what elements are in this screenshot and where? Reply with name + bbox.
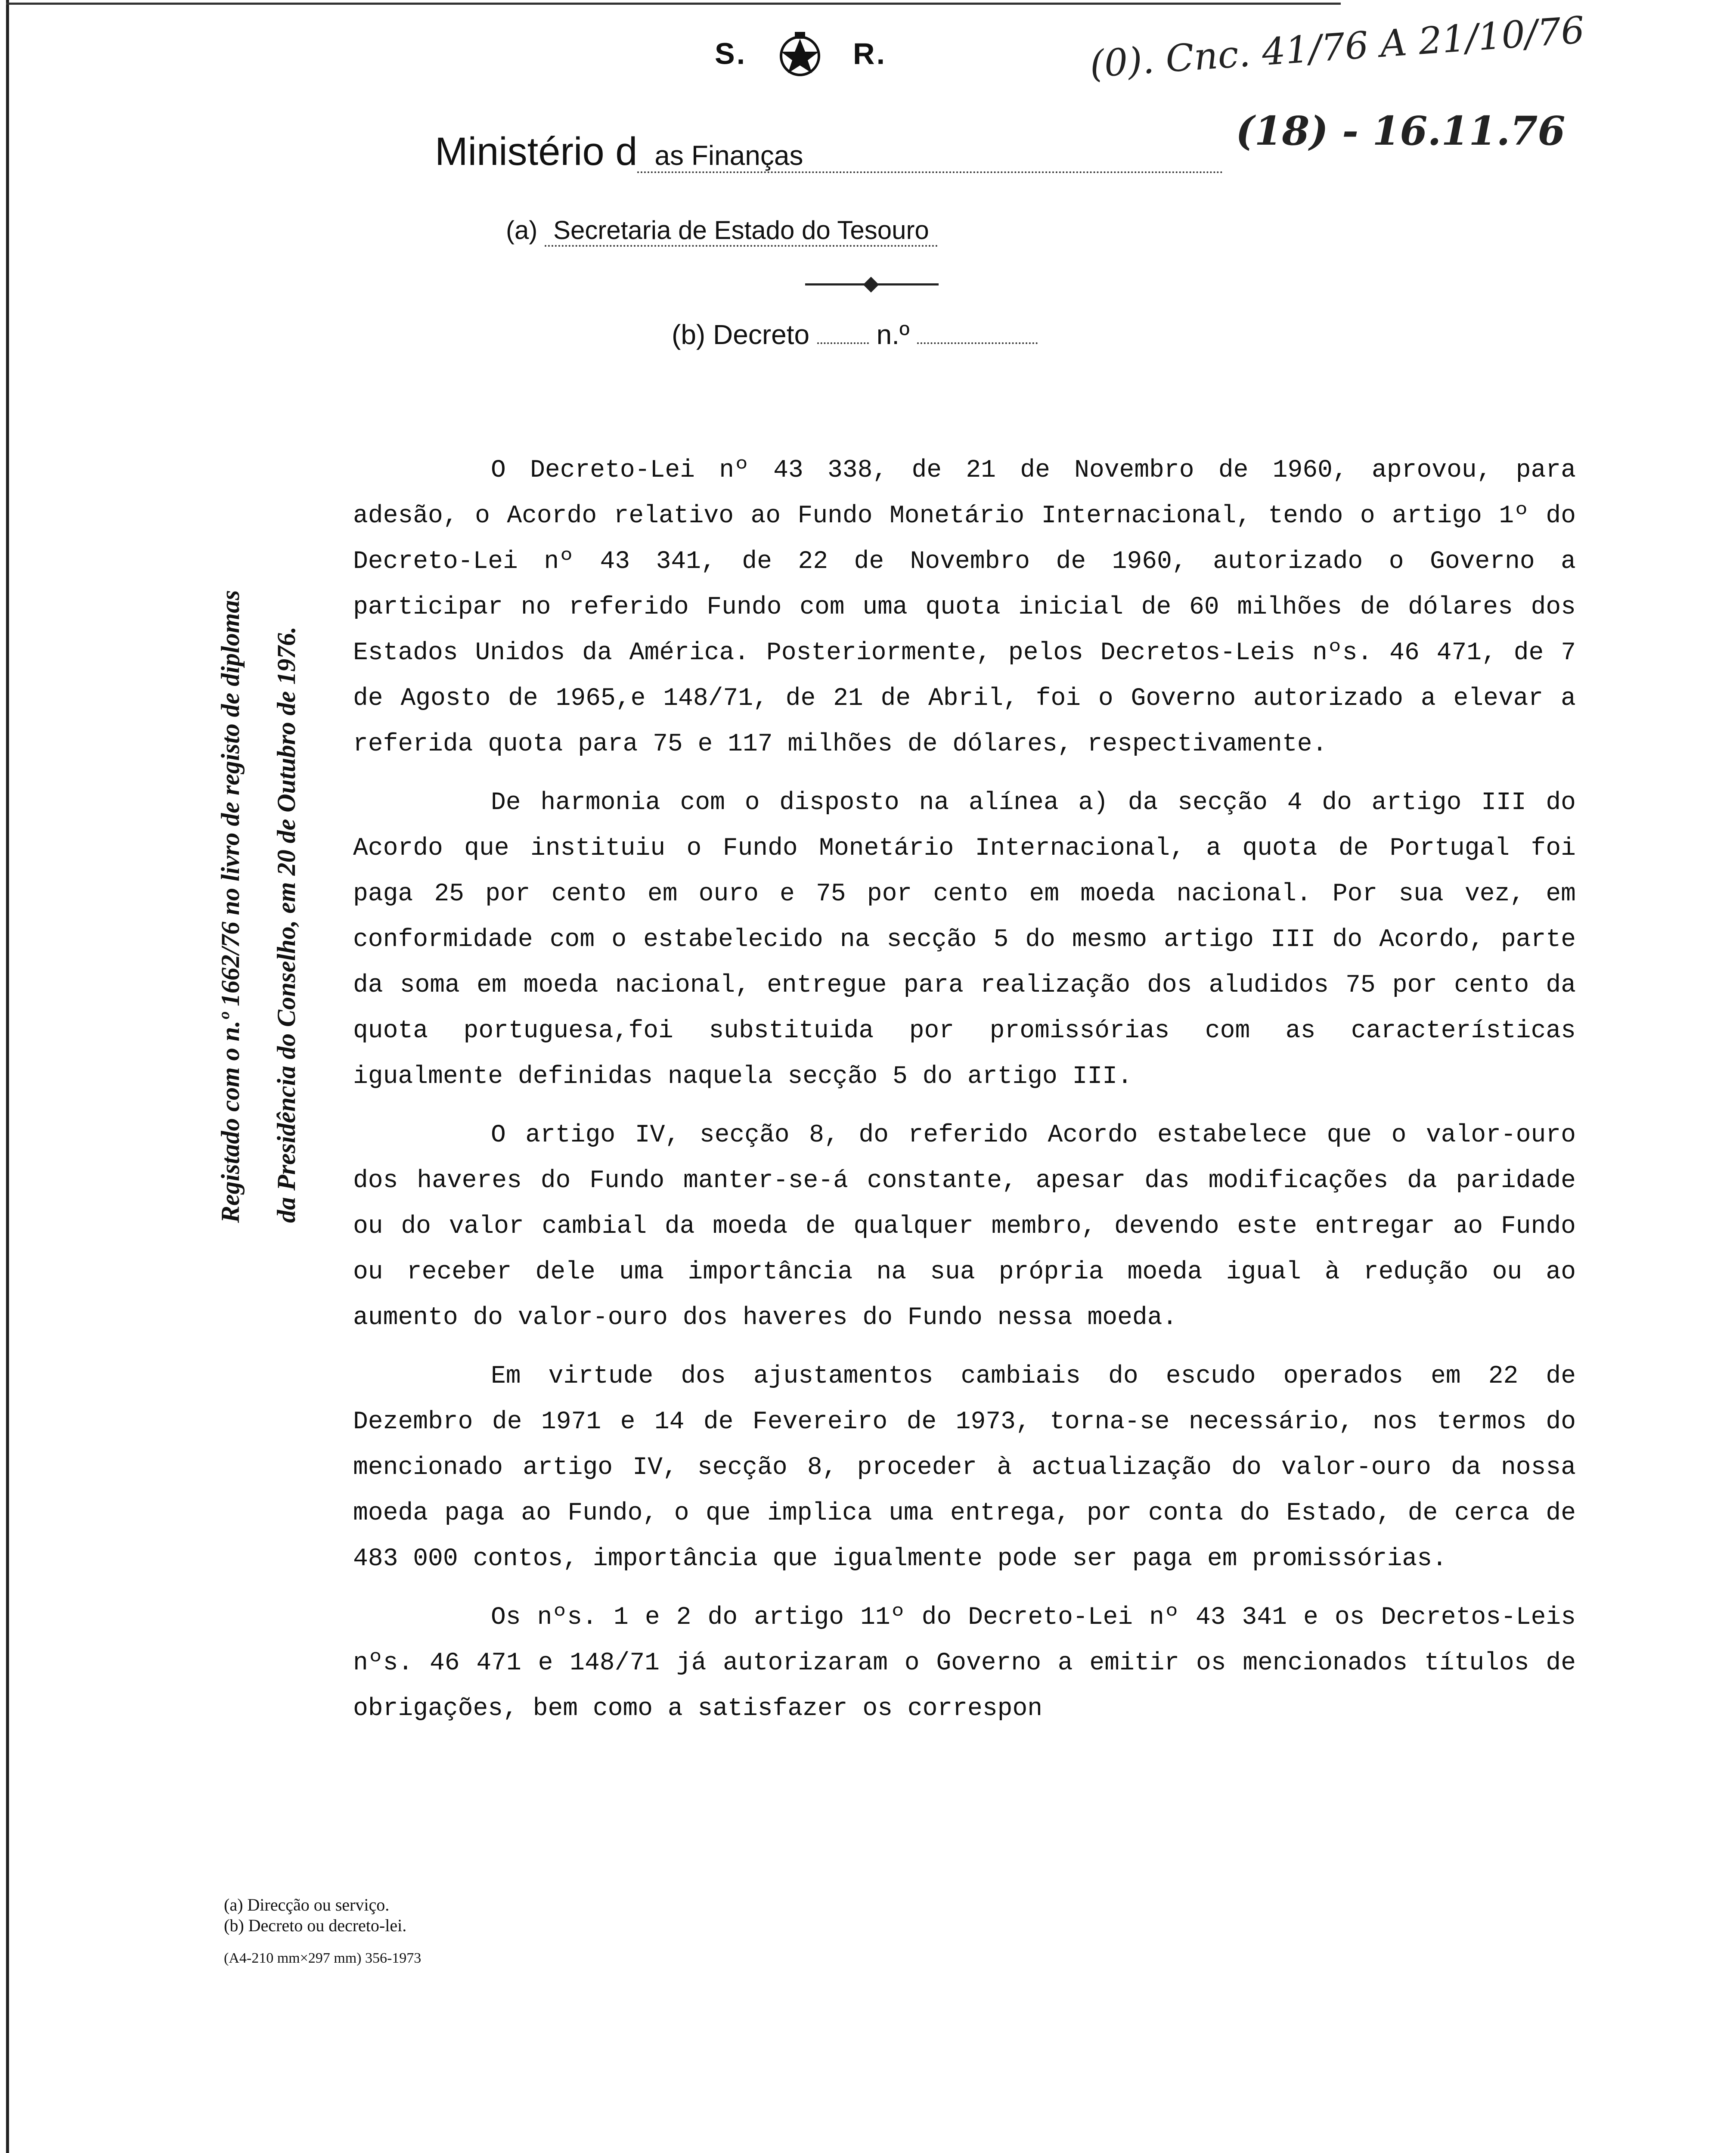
secretaria-value: Secretaria de Estado do Tesouro: [545, 215, 938, 247]
footnote-b: (b) Decreto ou decreto-lei.: [224, 1916, 407, 1935]
handwritten-stamp-date: (18) - 16.11.76: [1236, 108, 1566, 154]
paragraph-4: Em virtude dos ajustamentos cambiais do escudo operados em 22 de Dezembro de 1971 e 14 de Fevereiro de 1973, torna-se necessário, nos termos do mencionado artigo IV, secção 8, proceder à actualização do valor-ouro da nossa moeda paga ao Fundo, o que implica uma entrega, por conta do Estado, de cerca de 483 000 contos, importância que igualmente pode ser paga em promissórias.: [353, 1362, 1576, 1573]
decree-body: [353, 448, 1576, 1732]
coat-of-arms-icon: [774, 30, 826, 82]
left-margin-rule: [6, 0, 9, 2153]
registration-line-1: Registado com o n.º 1662/76 no livro de registo de diplomas: [216, 590, 245, 1223]
numero-label: n.º: [876, 319, 910, 350]
ministry-prefix: Ministério d: [435, 130, 638, 174]
paragraph-5: Os nºs. 1 e 2 do artigo 11º do Decreto-Lei nº 43 341 e os Decretos-Leis nºs. 46 471 e 148/71 já autorizaram o Governo a emitir os mencionados títulos de obrigações, bem como a satisfazer os correspon: [353, 1604, 1576, 1723]
header-r: R.: [853, 37, 887, 71]
decreto-line: [672, 319, 1038, 351]
secretaria-marker: (a): [506, 216, 538, 245]
footnote-a: (a) Direcção ou serviço.: [224, 1895, 390, 1914]
registration-line-2: da Presidência do Conselho, em 20 de Outubro de 1976.: [272, 626, 301, 1223]
ornamental-divider: [805, 283, 939, 285]
decreto-marker: (b): [672, 319, 706, 350]
republic-header: [715, 30, 887, 82]
paragraph-1: O Decreto-Lei nº 43 338, de 21 de Novembro de 1960, aprovou, para adesão, o Acordo relativo ao Fundo Monetário Internacional, tendo o artigo 1º do Decreto-Lei nº 43 341, de 22 de Novembro de 1960, autorizado o Governo a participar no referido Fundo com uma quota inicial de 60 milhões de dólares dos Estados Unidos da América. Posteriormente, pelos Decretos-Leis nºs. 46 471, de 7 de Agosto de 1965,e 148/71, de 21 de Abril, foi o Governo autorizado a elevar a referida quota para 75 e 117 milhões de dólares, respectivamente.: [353, 456, 1576, 758]
ministry-title: [435, 129, 1223, 174]
footnotes: [224, 1895, 421, 1969]
paragraph-3: O artigo IV, secção 8, do referido Acordo estabelece que o valor-ouro dos haveres do Fundo manter-se-á constante, apesar das modificações da paridade ou do valor cambial da moeda de qualquer membro, devendo este entregar ao Fundo ou receber dele uma importância na sua própria moeda igual à redução ou ao aumento do valor-ouro dos haveres do Fundo nessa moeda.: [353, 1121, 1576, 1332]
decreto-label: Decreto: [713, 319, 810, 350]
header-s: S.: [715, 37, 747, 71]
secretaria-line: [506, 215, 938, 247]
form-size-note: (A4-210 mm×297 mm) 356-1973: [224, 1950, 422, 1966]
paragraph-2: De harmonia com o disposto na alínea a) da secção 4 do artigo III do Acordo que instituiu o Fundo Monetário Internacional, a quota de Portugal foi paga 25 por cento em ouro e 75 por cento em moeda nacional. Por sua vez, em conformidade com o estabelecido na secção 5 do mesmo artigo III do Acordo, parte da soma em moeda nacional, entregue para realização dos aludidos 75 por cento da quota portuguesa,foi substituida por promissórias com as características igualmente definidas naquela secção 5 do artigo III.: [353, 789, 1576, 1091]
registration-stamp: [202, 327, 314, 1223]
ministry-department: as Finanças: [637, 140, 1223, 173]
decreto-blank: [817, 342, 869, 344]
numero-blank: [917, 342, 1038, 344]
top-margin-rule: [6, 3, 1341, 5]
handwritten-reference: (0). Cnc. 41/76 A 21/10/76: [1088, 8, 1586, 87]
